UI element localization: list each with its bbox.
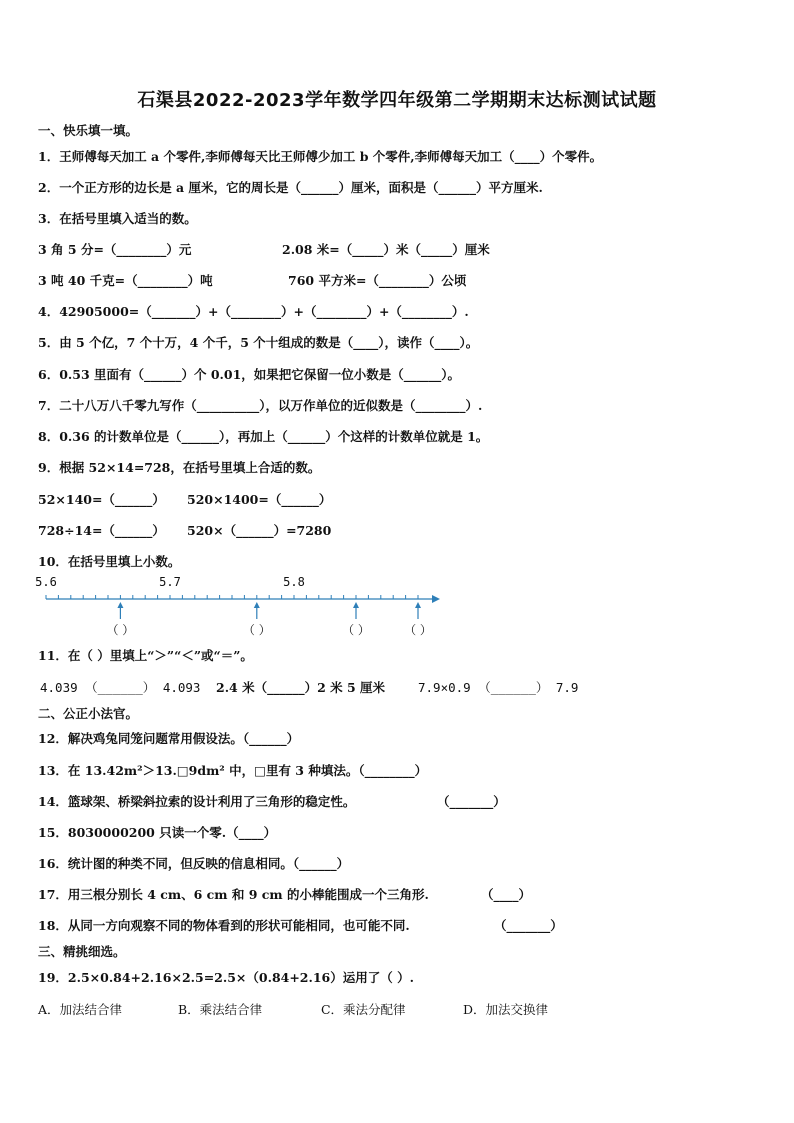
question-10: 10．在括号里填上小数。 bbox=[38, 554, 181, 569]
question-19: 19．2.5×0.84+2.16×2.5=2.5×（0.84+2.16）运用了（ ）. bbox=[38, 970, 414, 985]
question-3d: 760 平方米=（________）公顷 bbox=[288, 273, 467, 288]
question-13: 13．在 13.42m²＞13.□9dm² 中，□里有 3 种填法。（________） bbox=[38, 763, 428, 778]
question-3a: 3 角 5 分=（________）元 bbox=[38, 242, 192, 257]
section-2-heading: 二、公正小法官。 bbox=[38, 706, 139, 721]
question-19-options bbox=[38, 1000, 548, 1018]
question-3b: 2.08 米=（_____）米（_____）厘米 bbox=[282, 242, 490, 257]
question-3c: 3 吨 40 千克=（________）吨 bbox=[38, 273, 213, 288]
number-line-pointer bbox=[415, 602, 421, 619]
question-4: 4．42905000=（_______）+（________）+（________）+（________）. bbox=[38, 304, 469, 319]
question-12: 12．解决鸡兔同笼问题常用假设法。（______） bbox=[38, 731, 300, 746]
question-2: 2．一个正方形的边长是 a 厘米，它的周长是（______）厘米，面积是（______）平方厘米. bbox=[38, 180, 543, 195]
page-title: 石渠县2022-2023学年数学四年级第二学期期末达标测试试题 bbox=[137, 90, 657, 111]
number-line-label: 5.6 bbox=[35, 575, 57, 589]
question-11a: 4.039 （______） 4.093 bbox=[40, 680, 201, 695]
option-b: B．乘法结合律 bbox=[177, 1002, 263, 1017]
question-8: 8．0.36 的计数单位是（______），再加上（______）个这样的计数单位就是 1。 bbox=[38, 429, 489, 444]
question-14: 14．篮球架、桥梁斜拉索的设计利用了三角形的稳定性。 bbox=[38, 794, 356, 809]
question-15: 15．8030000200 只读一个零.（____） bbox=[38, 825, 277, 840]
question-11b: 2.4 米（______）2 米 5 厘米 bbox=[216, 680, 386, 695]
question-11: 11．在（ ）里填上“＞”“＜”或“＝”。 bbox=[38, 648, 253, 663]
option-d: D．加法交换律 bbox=[462, 1002, 548, 1017]
number-line-blank: （ ） bbox=[242, 623, 271, 637]
number-line-blank: （ ） bbox=[342, 623, 370, 637]
number-line-pointer bbox=[254, 602, 260, 619]
question-9d: 520×（______）=7280 bbox=[187, 523, 332, 538]
question-11c: 7.9×0.9 （______） 7.9 bbox=[418, 680, 579, 695]
question-18: 18．从同一方向观察不同的物体看到的形状可能相同，也可能不同. bbox=[38, 918, 410, 933]
question-18-blank: （_______） bbox=[494, 918, 563, 933]
question-9b: 520×1400=（______） bbox=[187, 492, 332, 507]
number-line-pointer bbox=[117, 602, 123, 619]
question-5: 5．由 5 个亿，7 个十万，4 个千，5 个十组成的数是（____），读作（____）。 bbox=[38, 335, 479, 350]
question-17-blank: （____） bbox=[481, 887, 532, 902]
number-line-label: 5.8 bbox=[283, 575, 305, 589]
question-9c: 728÷14=（______） bbox=[38, 523, 165, 538]
option-a: A．加法结合律 bbox=[38, 1002, 123, 1017]
question-16: 16．统计图的种类不同，但反映的信息相同。（______） bbox=[38, 856, 350, 871]
question-7: 7．二十八万八千零九写作（__________），以万作单位的近似数是（________）. bbox=[38, 398, 483, 413]
number-line-blank: （ ） bbox=[404, 623, 432, 637]
question-9a: 52×140=（______） bbox=[38, 492, 165, 507]
question-1: 1．王师傅每天加工 a 个零件,李师傅每天比王师傅少加工 b 个零件,李师傅每天加工（____）个零件。 bbox=[38, 149, 603, 164]
option-c: C．乘法分配律 bbox=[320, 1002, 406, 1017]
number-line bbox=[34, 572, 454, 640]
section-3-heading: 三、精挑细选。 bbox=[38, 944, 126, 959]
question-3: 3．在括号里填入适当的数。 bbox=[38, 211, 197, 226]
number-line-blank: （ ） bbox=[106, 623, 135, 637]
number-line-pointer bbox=[353, 602, 359, 619]
number-line-label: 5.7 bbox=[159, 575, 181, 589]
question-17: 17．用三根分别长 4 cm、6 cm 和 9 cm 的小棒能围成一个三角形. bbox=[38, 887, 429, 902]
question-6: 6．0.53 里面有（______）个 0.01，如果把它保留一位小数是（______）。 bbox=[38, 367, 461, 382]
number-line-arrowhead bbox=[432, 595, 440, 603]
question-9: 9．根据 52×14=728，在括号里填上合适的数。 bbox=[38, 460, 321, 475]
question-14-blank: （_______） bbox=[437, 794, 506, 809]
section-1-heading: 一、快乐填一填。 bbox=[38, 123, 139, 138]
